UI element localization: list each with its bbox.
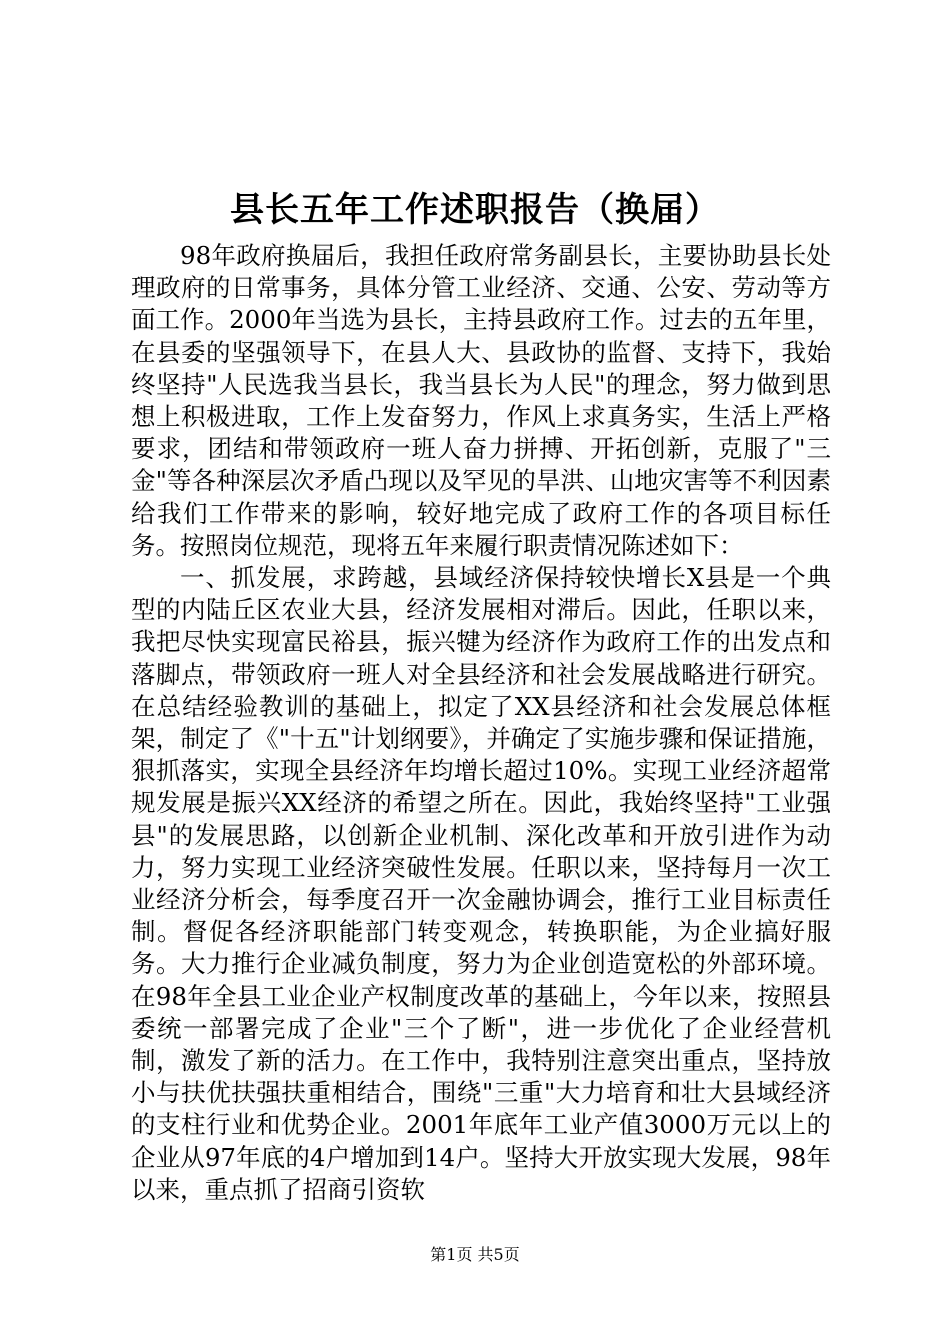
page-number-footer: 第1页 共5页 [430, 1245, 520, 1264]
paragraph-intro: 98年政府换届后，我担任政府常务副县长，主要协助县长处理政府的日常事务，具体分管工业经济、交通、公安、劳动等方面工作。2000年当选为县长，主持县政府工作。过去的五年里，在县委的坚强领导下，在县人大、县政协的监督、支持下，我始终坚持"人民选我当县长，我当县长为人民"的理念，努力做到思想上积极进取，工作上发奋努力，作风上求真务实，生活上严格要求，团结和带领政府一班人奋力拼搏、开拓创新，克服了"三金"等各种深层次矛盾凸现以及罕见的旱洪、山地灾害等不利因素给我们工作带来的影响，较好地完成了政府工作的各项目标任务。按照岗位规范，现将五年来履行职责情况陈述如下： [131, 241, 831, 560]
document-title: 县长五年工作述职报告（换届） [230, 190, 720, 230]
document-body [131, 240, 831, 1206]
paragraph-section-one: 一、抓发展，求跨越，县域经济保持较快增长X县是一个典型的内陆丘区农业大县，经济发展相对滞后。因此，任职以来，我把尽快实现富民裕县，振兴犍为经济作为政府工作的出发点和落脚点，带领政府一班人对全县经济和社会发展战略进行研究。在总结经验教训的基础上，拟定了XX县经济和社会发展总体框架，制定了《"十五"计划纲要》，并确定了实施步骤和保证措施，狠抓落实，实现全县经济年均增长超过10%。实现工业经济超常规发展是振兴XX经济的希望之所在。因此，我始终坚持"工业强县"的发展思路，以创新企业机制、深化改革和开放引进作为动力，努力实现工业经济突破性发展。任职以来，坚持每月一次工业经济分析会，每季度召开一次金融协调会，推行工业目标责任制。督促各经济职能部门转变观念，转换职能，为企业搞好服务。大力推行企业减负制度，努力为企业创造宽松的外部环境。在98年全县工业企业产权制度改革的基础上，今年以来，按照县委统一部署完成了企业"三个了断"，进一步优化了企业经营机制，激发了新的活力。在工作中，我特别注意突出重点，坚持放小与扶优扶强扶重相结合，围绕"三重"大力培育和壮大县域经济的支柱行业和优势企业。2001年底年工业产值3000万元以上的企业从97年底的4户增加到14户。坚持大开放实现大发展，98年以来，重点抓了招商引资软 [131, 563, 831, 1204]
